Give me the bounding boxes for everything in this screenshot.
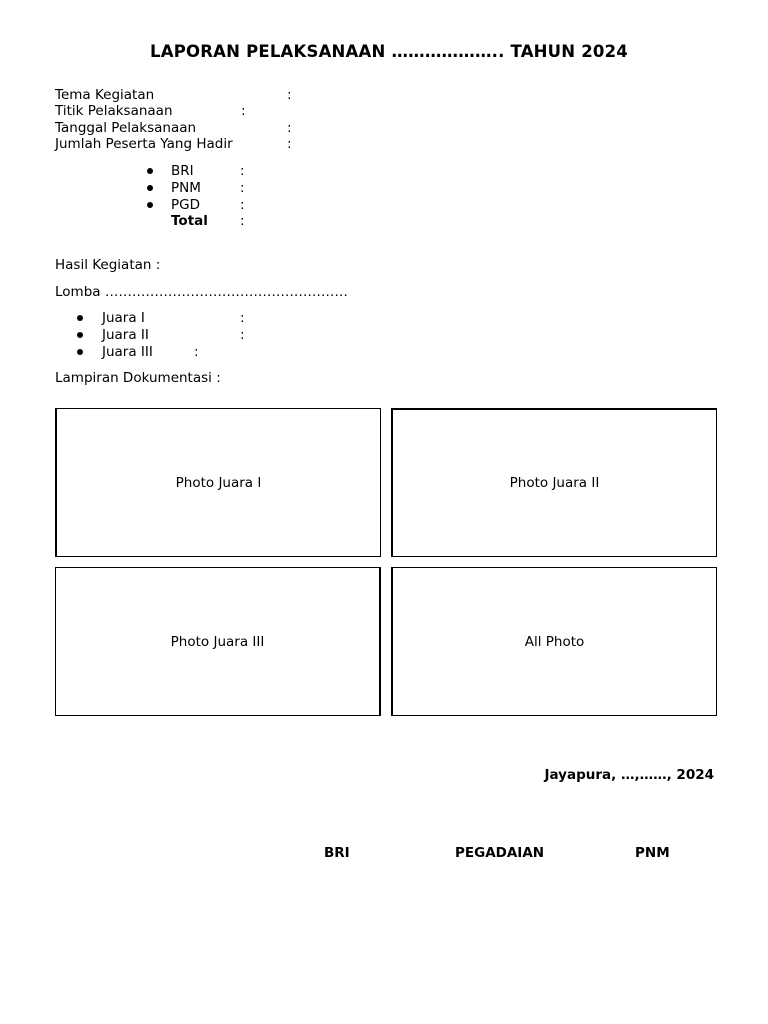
winner-label-juara-2: Juara II [102, 327, 149, 343]
field-separator: : [241, 103, 246, 119]
participant-label-pnm: PNM [171, 180, 201, 196]
bullet-icon [77, 332, 83, 338]
participant-separator: : [240, 163, 245, 179]
participant-label-bri: BRI [171, 163, 194, 179]
field-separator: : [287, 87, 292, 103]
photo-placeholder-label: Photo Juara I [175, 474, 262, 491]
photo-placeholder-juara-2 [391, 408, 717, 557]
photo-placeholder-all [391, 567, 717, 716]
winner-separator: : [240, 327, 245, 343]
winner-separator: : [194, 344, 199, 360]
field-label-tema-kegiatan: Tema Kegiatan [55, 87, 155, 103]
participant-separator: : [240, 197, 245, 213]
signatory-pnm: PNM [635, 845, 670, 861]
document-title: LAPORAN PELAKSANAAN ……………….. TAHUN 2024 [150, 42, 628, 61]
participant-separator: : [240, 180, 245, 196]
photo-placeholder-label: Photo Juara III [170, 633, 265, 650]
winner-label-juara-3: Juara III [102, 344, 153, 360]
bullet-icon [147, 168, 153, 174]
signatory-bri: BRI [324, 845, 350, 861]
field-label-tanggal-pelaksanaan: Tanggal Pelaksanaan [55, 120, 197, 136]
field-separator: : [287, 120, 292, 136]
results-heading: Hasil Kegiatan : [55, 257, 161, 273]
bullet-icon [77, 315, 83, 321]
participant-separator: : [240, 213, 245, 229]
field-label-jumlah-peserta: Jumlah Peserta Yang Hadir [55, 136, 233, 152]
signatory-pegadaian: PEGADAIAN [455, 845, 545, 861]
photo-placeholder-label: Photo Juara II [509, 475, 600, 491]
photo-placeholder-juara-1 [55, 408, 381, 557]
competition-line: Lomba ……………………………………………… [55, 284, 348, 300]
bullet-icon [77, 349, 83, 355]
field-label-titik-pelaksanaan: Titik Pelaksanaan [55, 103, 173, 119]
winner-separator: : [240, 310, 245, 326]
bullet-icon [147, 185, 153, 191]
winner-label-juara-1: Juara I [102, 310, 145, 326]
photo-placeholder-juara-3 [55, 567, 381, 716]
participant-total-label: Total [171, 213, 208, 229]
place-date: Jayapura, …,……, 2024 [544, 767, 714, 783]
attachments-heading: Lampiran Dokumentasi : [55, 370, 221, 386]
participant-label-pgd: PGD [171, 197, 200, 213]
photo-placeholder-label: All Photo [524, 633, 585, 650]
field-separator: : [287, 136, 292, 152]
bullet-icon [147, 202, 153, 208]
